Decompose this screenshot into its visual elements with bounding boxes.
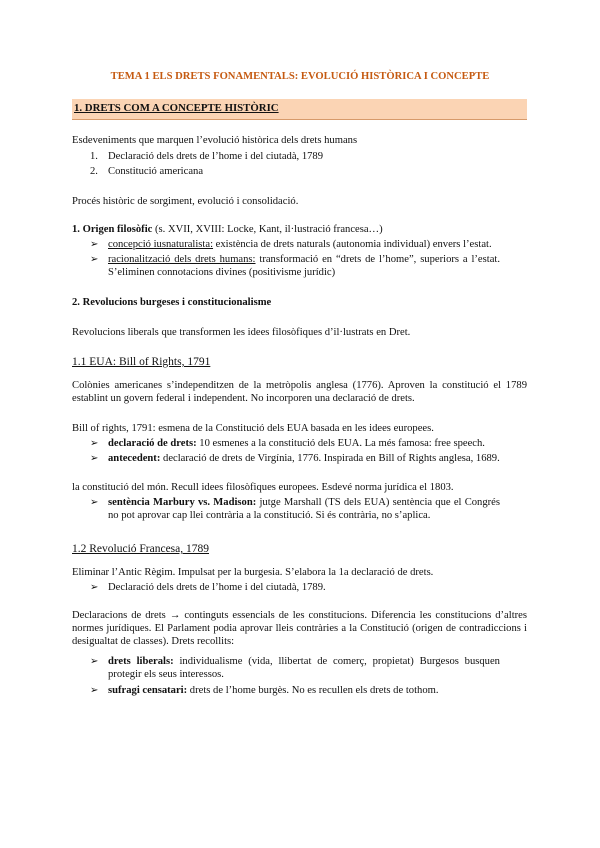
- france-heading: 1.2 Revolució Francesa, 1789: [72, 543, 210, 555]
- arrow-bullet-icon: ➢: [90, 254, 99, 265]
- bullet-text: jutge Marshall (TS dels EUA) sentència que el Congrés no pot aprovar cap llei contrària a la constitució. Si és contrària, no s’aplica.: [108, 497, 501, 521]
- bullet-label: declaració de drets:: [108, 438, 197, 449]
- revolutions-heading: 2. Revolucions burgeses i constitucionalisme: [72, 297, 272, 308]
- origin-line: [72, 223, 383, 236]
- list-number: 2.: [90, 166, 98, 177]
- revolutions-text: Revolucions liberals que transformen les idees filosòfiques d’il·lustrats en Dret.: [72, 327, 411, 338]
- bullet-text: existència de drets naturals (autonomia individual) envers l’estat.: [213, 239, 492, 250]
- section-heading-bar: [72, 99, 527, 120]
- arrow-bullet-icon: ➢: [90, 685, 99, 696]
- list-item: Constitució americana: [108, 166, 204, 177]
- arrow-bullet-icon: ➢: [90, 453, 99, 464]
- bullet-text: individualisme (vida, llibertat de comerç, propietat) Burgesos busquen protegir els seus interessos.: [108, 656, 500, 680]
- origin-text: (s. XVII, XVIII: Locke, Kant, il·lustració francesa…): [152, 224, 383, 235]
- eua-paragraph-1: Colònies americanes s’independitzen de la metròpolis anglesa (1776). Aproven la constitució el 1789 establint un govern federal i independent. No incorporen una declaració de drets.: [72, 380, 527, 404]
- bullet-item: [108, 655, 500, 681]
- list-item: Declaració dels drets de l’home i del ciutadà, 1789: [108, 151, 324, 162]
- arrow-bullet-icon: ➢: [90, 438, 99, 449]
- bullet-label: sufragi censatari:: [108, 685, 188, 696]
- origin-label: Origen filosòfic: [82, 224, 153, 235]
- arrow-bullet-icon: ➢: [90, 239, 99, 250]
- france-paragraph-2: Declaracions de drets → continguts essencials de les constitucions. Diferencia les constitucions d’altres normes jurídiques. El Parlament podia aprovar lleis contràries a la Constitució (origen de contradiccions i desigualtat de classes). Drets recollits:: [72, 610, 527, 647]
- bullet-label: sentència Marbury vs. Madison:: [108, 497, 257, 508]
- bullet-item: [108, 496, 500, 522]
- section-1-heading: 1. DRETS COM A CONCEPTE HISTÒRIC: [74, 102, 279, 114]
- arrow-bullet-icon: ➢: [90, 656, 99, 667]
- bullet-text: declaració de drets de Virgínia, 1776. Inspirada en Bill of Rights anglesa, 1689.: [160, 453, 500, 464]
- document-title: TEMA 1 ELS DRETS FONAMENTALS: EVOLUCIÓ HISTÒRICA I CONCEPTE: [110, 71, 490, 82]
- origin-number: 1.: [72, 224, 80, 235]
- bullet-label: antecedent:: [108, 453, 161, 464]
- bullet-label: concepció iusnaturalista:: [108, 239, 214, 250]
- bullet-item: [108, 253, 500, 279]
- eua-paragraph-2: Bill of rights, 1791: esmena de la Constitució dels EUA basada en les idees europees.: [72, 423, 434, 434]
- bullet-text: transformació en “drets de l’home”, superiors a l’estat. S’eliminen connotacions divines (positivisme jurídic): [108, 254, 500, 278]
- arrow-bullet-icon: ➢: [90, 497, 99, 508]
- eua-heading: 1.1 EUA: Bill of Rights, 1791: [72, 356, 211, 368]
- bullet-text: 10 esmenes a la constitució dels EUA. La més famosa: free speech.: [196, 438, 485, 449]
- eua-paragraph-3: la constitució del món. Recull idees filosòfiques europees. Esdevé norma jurídica el 1803.: [72, 482, 454, 493]
- process-text: Procés històric de sorgiment, evolució i consolidació.: [72, 196, 299, 207]
- bullet-item: [108, 684, 439, 697]
- arrow-bullet-icon: ➢: [90, 582, 99, 593]
- bullet-item: [108, 437, 485, 450]
- bullet-label: racionalització dels drets humans:: [108, 254, 256, 265]
- bullet-item: [108, 238, 492, 251]
- bullet-text: drets de l’home burgès. No es recullen els drets de tothom.: [187, 685, 439, 696]
- bullet-item: Declaració dels drets de l’home i del ciutadà, 1789.: [108, 582, 326, 593]
- section-1-intro: Esdeveniments que marquen l’evolució històrica dels drets humans: [72, 135, 358, 146]
- bullet-label: drets liberals:: [108, 656, 174, 667]
- france-paragraph-1: Eliminar l’Antic Règim. Impulsat per la burgesia. S’elabora la 1a declaració de drets.: [72, 567, 434, 578]
- bullet-item: [108, 452, 500, 465]
- list-number: 1.: [90, 151, 98, 162]
